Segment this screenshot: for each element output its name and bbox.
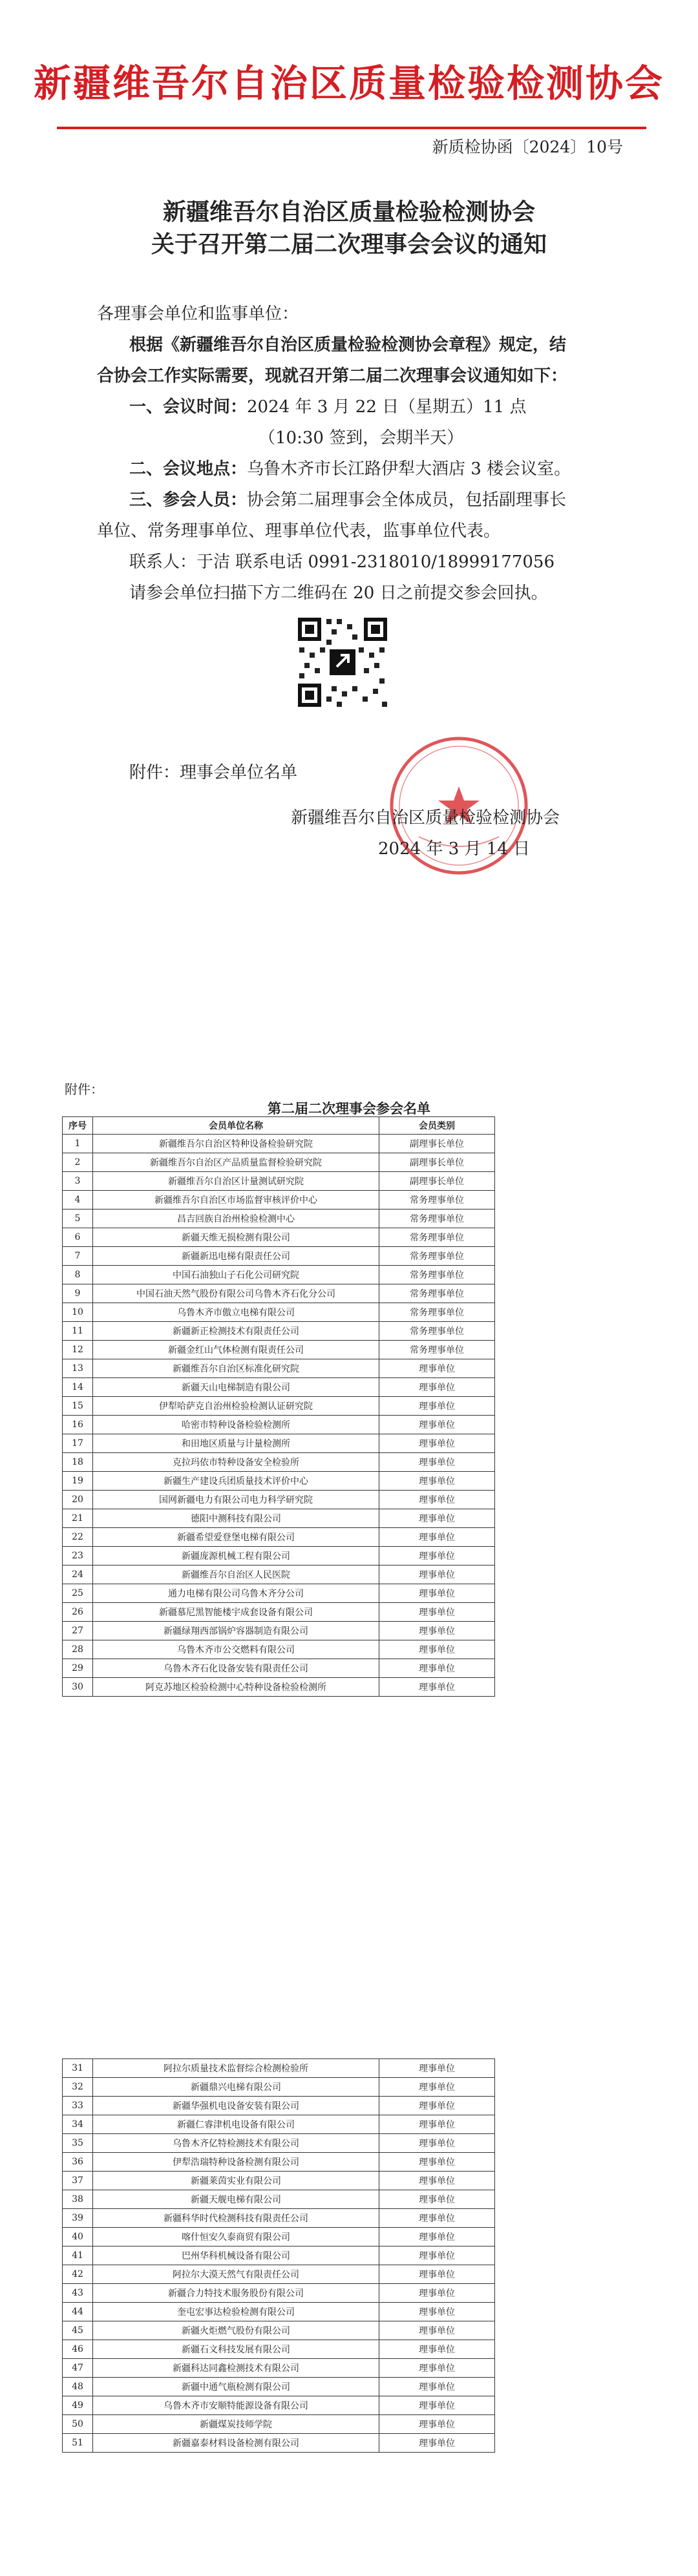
row-index: 4 [63, 1191, 93, 1209]
row-index: 27 [63, 1622, 93, 1640]
row-member-type: 理事单位 [379, 1397, 495, 1416]
row-member-type: 理事单位 [379, 2303, 495, 2321]
row-member-name: 国网新疆电力有限公司电力科学研究院 [93, 1491, 379, 1509]
row-index: 24 [63, 1565, 93, 1584]
row-member-type: 理事单位 [379, 2172, 495, 2190]
row-member-type: 理事单位 [379, 1378, 495, 1397]
signature-org: 新疆维吾尔自治区质量检验检测协会 [291, 808, 560, 828]
row-index: 26 [63, 1603, 93, 1622]
table-row [63, 2246, 495, 2265]
row-index: 29 [63, 1659, 93, 1678]
table-row [63, 2153, 495, 2172]
row-index: 38 [63, 2190, 93, 2209]
row-index: 48 [63, 2378, 93, 2396]
row-index: 32 [63, 2078, 93, 2097]
row-member-type: 理事单位 [379, 1509, 495, 1528]
table-row [63, 2415, 495, 2434]
row-member-type: 常务理事单位 [379, 1322, 495, 1341]
row-member-type: 理事单位 [379, 1528, 495, 1547]
row-index: 49 [63, 2396, 93, 2415]
table-row [63, 1135, 495, 1153]
row-member-name: 奎屯宏事达检验检测有限公司 [93, 2303, 379, 2321]
table-row [63, 2059, 495, 2078]
table-row [63, 1153, 495, 1172]
row-member-name: 和田地区质量与计量检测所 [93, 1434, 379, 1453]
row-member-type: 理事单位 [379, 2265, 495, 2284]
row-member-type: 常务理事单位 [379, 1303, 495, 1322]
row-member-type: 理事单位 [379, 2190, 495, 2209]
table-row [63, 1509, 495, 1528]
row-index: 12 [63, 1341, 93, 1359]
row-member-name: 新疆维吾尔自治区特种设备检验研究院 [93, 1135, 379, 1153]
row-index: 18 [63, 1453, 93, 1472]
row-index: 28 [63, 1640, 93, 1659]
row-member-name: 伊犁哈萨克自治州检验检测认证研究院 [93, 1397, 379, 1416]
row-index: 36 [63, 2153, 93, 2172]
row-index: 51 [63, 2434, 93, 2453]
row-member-name: 新疆合力特技术服务股份有限公司 [93, 2284, 379, 2303]
row-index: 23 [63, 1547, 93, 1565]
row-index: 13 [63, 1359, 93, 1378]
meeting-place-label: 二、会议地点： [129, 459, 248, 479]
row-index: 19 [63, 1472, 93, 1491]
row-member-name: 中国石油天然气股份有限公司乌鲁木齐石化分公司 [93, 1284, 379, 1303]
row-member-type: 理事单位 [379, 2228, 495, 2246]
table-row [63, 2434, 495, 2453]
table-row [63, 1266, 495, 1284]
table-row [63, 1228, 495, 1247]
row-index: 22 [63, 1528, 93, 1547]
row-member-type: 理事单位 [379, 1584, 495, 1603]
letterhead-divider [57, 127, 646, 129]
row-member-type: 理事单位 [379, 2321, 495, 2340]
table-row [63, 1547, 495, 1565]
row-member-type: 常务理事单位 [379, 1341, 495, 1359]
row-index: 20 [63, 1491, 93, 1509]
row-member-name: 新疆庞源机械工程有限公司 [93, 1547, 379, 1565]
row-member-type: 理事单位 [379, 2396, 495, 2415]
row-member-name: 喀什恒安久泰商贸有限公司 [93, 2228, 379, 2246]
row-member-type: 常务理事单位 [379, 1209, 495, 1228]
row-index: 34 [63, 2115, 93, 2134]
row-member-name: 中国石油独山子石化公司研究院 [93, 1266, 379, 1284]
row-index: 15 [63, 1397, 93, 1416]
notice-title-line2: 关于召开第二届二次理事会会议的通知 [151, 231, 547, 258]
row-member-name: 新疆天维无损检测有限公司 [93, 1228, 379, 1247]
table-row [63, 2172, 495, 2190]
row-member-name: 新疆煤炭技师学院 [93, 2415, 379, 2434]
table-row [63, 1584, 495, 1603]
table-row [63, 1209, 495, 1228]
row-member-name: 巴州华科机械设备有限公司 [93, 2246, 379, 2265]
table-row [63, 1640, 495, 1659]
row-member-name: 阿克苏地区检验检测中心特种设备检验检测所 [93, 1678, 379, 1697]
row-member-type: 常务理事单位 [379, 1284, 495, 1303]
row-member-name: 哈密市特种设备检验检测所 [93, 1416, 379, 1434]
row-index: 6 [63, 1228, 93, 1247]
row-index: 10 [63, 1303, 93, 1322]
row-member-type: 理事单位 [379, 2134, 495, 2153]
row-index: 40 [63, 2228, 93, 2246]
row-member-type: 常务理事单位 [379, 1266, 495, 1284]
row-index: 45 [63, 2321, 93, 2340]
row-member-type: 理事单位 [379, 2415, 495, 2434]
row-member-type: 理事单位 [379, 2359, 495, 2378]
table-row [63, 1622, 495, 1640]
row-index: 8 [63, 1266, 93, 1284]
row-member-type: 副理事长单位 [379, 1135, 495, 1153]
table-row [63, 1172, 495, 1191]
signature-date: 2024 年 3 月 14 日 [378, 839, 531, 859]
meeting-time [129, 397, 526, 417]
row-member-type: 常务理事单位 [379, 1247, 495, 1266]
row-index: 30 [63, 1678, 93, 1697]
table-row [63, 1565, 495, 1584]
row-member-type: 理事单位 [379, 1640, 495, 1659]
row-index: 17 [63, 1434, 93, 1453]
row-member-name: 新疆金红山气体检测有限责任公司 [93, 1341, 379, 1359]
table-row [63, 2078, 495, 2097]
roster-table-page1 [62, 1116, 495, 1697]
row-index: 7 [63, 1247, 93, 1266]
table-row [63, 2359, 495, 2378]
header-member-name: 会员单位名称 [93, 1117, 379, 1135]
row-index: 47 [63, 2359, 93, 2378]
table-row [63, 1378, 495, 1397]
table-row [63, 1659, 495, 1678]
table-row [63, 1341, 495, 1359]
row-index: 41 [63, 2246, 93, 2265]
row-member-type: 副理事长单位 [379, 1153, 495, 1172]
row-member-type: 理事单位 [379, 1453, 495, 1472]
row-index: 37 [63, 2172, 93, 2190]
row-member-name: 阿拉尔大漠天然气有限责任公司 [93, 2265, 379, 2284]
qr-code-icon[interactable] [294, 614, 391, 711]
row-member-name: 新疆希望爱登堡电梯有限公司 [93, 1528, 379, 1547]
row-member-type: 理事单位 [379, 2078, 495, 2097]
table-row [63, 2321, 495, 2340]
table-row [63, 2265, 495, 2284]
row-index: 25 [63, 1584, 93, 1603]
row-member-name: 新疆莱茵实业有限公司 [93, 2172, 379, 2190]
row-member-type: 理事单位 [379, 1678, 495, 1697]
row-member-type: 理事单位 [379, 2115, 495, 2134]
row-member-type: 理事单位 [379, 2378, 495, 2396]
row-member-type: 理事单位 [379, 2059, 495, 2078]
attendees-label: 三、参会人员： [129, 490, 248, 510]
row-index: 33 [63, 2097, 93, 2115]
row-index: 50 [63, 2415, 93, 2434]
attendees-line2: 单位、常务理事单位、理事单位代表，监事单位代表。 [97, 521, 501, 541]
row-member-name: 乌鲁木齐亿特检测技术有限公司 [93, 2134, 379, 2153]
table-row [63, 1416, 495, 1434]
intro-line1: 根据《新疆维吾尔自治区质量检验检测协会章程》规定，结 [129, 335, 567, 355]
row-index: 11 [63, 1322, 93, 1341]
table-row [63, 1603, 495, 1622]
row-member-type: 理事单位 [379, 2153, 495, 2172]
intro-line2: 合协会工作实际需要，现就召开第二届二次理事会议通知如下： [97, 366, 568, 386]
meeting-time-note: （10:30 签到，会期半天） [259, 428, 464, 448]
row-member-type: 理事单位 [379, 1434, 495, 1453]
row-member-name: 乌鲁木齐市安顺特能源设备有限公司 [93, 2396, 379, 2415]
table-row [63, 1303, 495, 1322]
row-member-name: 德阳中测科技有限公司 [93, 1509, 379, 1528]
table-row [63, 2228, 495, 2246]
row-member-type: 理事单位 [379, 2097, 495, 2115]
row-member-type: 常务理事单位 [379, 1228, 495, 1247]
table-row [63, 1191, 495, 1209]
row-member-name: 新疆嘉泰材料设备检测有限公司 [93, 2434, 379, 2453]
row-member-name: 新疆仁睿津机电设备有限公司 [93, 2115, 379, 2134]
row-index: 21 [63, 1509, 93, 1528]
row-member-name: 新疆天山电梯制造有限公司 [93, 1378, 379, 1397]
row-index: 5 [63, 1209, 93, 1228]
notice-title-line1: 新疆维吾尔自治区质量检验检测协会 [162, 199, 535, 225]
table-row [63, 1434, 495, 1453]
attendees [129, 490, 566, 510]
row-member-name: 新疆石文科技发展有限公司 [93, 2340, 379, 2359]
row-member-name: 新疆鼎兴电梯有限公司 [93, 2078, 379, 2097]
row-index: 43 [63, 2284, 93, 2303]
row-member-type: 理事单位 [379, 1359, 495, 1378]
row-index: 31 [63, 2059, 93, 2078]
row-member-type: 理事单位 [379, 1622, 495, 1640]
row-member-name: 新疆华强机电设备安装有限公司 [93, 2097, 379, 2115]
roster-title: 第二届二次理事会参会名单 [268, 1100, 430, 1116]
contact-info: 联系人：于洁 联系电话 0991-2318010/18999177056 [129, 552, 555, 572]
row-index: 35 [63, 2134, 93, 2153]
row-member-type: 理事单位 [379, 2434, 495, 2453]
header-index: 序号 [63, 1117, 93, 1135]
table-row [63, 2303, 495, 2321]
row-member-name: 新疆科华时代检测科技有限责任公司 [93, 2209, 379, 2228]
table-row [63, 2115, 495, 2134]
meeting-place [129, 459, 571, 479]
row-member-name: 乌鲁木齐市公交燃料有限公司 [93, 1640, 379, 1659]
row-member-type: 理事单位 [379, 1416, 495, 1434]
row-index: 42 [63, 2265, 93, 2284]
row-member-name: 新疆维吾尔自治区市场监督审核评价中心 [93, 1191, 379, 1209]
row-member-name: 新疆绿翔西部锅炉容器制造有限公司 [93, 1622, 379, 1640]
letterhead-org-name: 新疆维吾尔自治区质量检验检测协会 [33, 61, 664, 105]
row-member-name: 新疆维吾尔自治区计量测试研究院 [93, 1172, 379, 1191]
table-row [63, 1397, 495, 1416]
document-number: 新质检协函〔2024〕10号 [432, 138, 623, 156]
row-index: 44 [63, 2303, 93, 2321]
row-member-name: 新疆中通气瓶检测有限公司 [93, 2378, 379, 2396]
table-row [63, 2284, 495, 2303]
table-row [63, 2396, 495, 2415]
table-row [63, 1528, 495, 1547]
row-member-name: 新疆新迅电梯有限责任公司 [93, 1247, 379, 1266]
table-row [63, 1322, 495, 1341]
row-index: 1 [63, 1135, 93, 1153]
row-member-type: 副理事长单位 [379, 1172, 495, 1191]
row-member-name: 新疆维吾尔自治区人民医院 [93, 1565, 379, 1584]
row-index: 3 [63, 1172, 93, 1191]
row-member-type: 理事单位 [379, 2246, 495, 2265]
salutation: 各理事会单位和监事单位： [97, 304, 299, 324]
row-member-name: 乌鲁木齐市傲立电梯有限公司 [93, 1303, 379, 1322]
row-member-type: 常务理事单位 [379, 1191, 495, 1209]
row-member-type: 理事单位 [379, 1659, 495, 1678]
row-index: 39 [63, 2209, 93, 2228]
roster-header-row [63, 1117, 495, 1135]
row-index: 14 [63, 1378, 93, 1397]
table-row [63, 2097, 495, 2115]
row-member-name: 新疆生产建设兵团质量技术评价中心 [93, 1472, 379, 1491]
header-member-type: 会员类别 [379, 1117, 495, 1135]
table-row [63, 1678, 495, 1697]
row-member-name: 新疆慕尼黑智能楼宇成套设备有限公司 [93, 1603, 379, 1622]
row-member-name: 新疆维吾尔自治区标准化研究院 [93, 1359, 379, 1378]
row-index: 9 [63, 1284, 93, 1303]
table-row [63, 2190, 495, 2209]
row-member-type: 理事单位 [379, 2209, 495, 2228]
table-row [63, 1491, 495, 1509]
table-row [63, 2340, 495, 2359]
row-member-name: 伊犁浩瑞特种设备检测有限公司 [93, 2153, 379, 2172]
table-row [63, 1359, 495, 1378]
meeting-place-value: 乌鲁木齐市长江路伊犁大酒店 3 楼会议室。 [247, 459, 571, 479]
table-row [63, 2209, 495, 2228]
row-member-name: 乌鲁木齐石化设备安装有限责任公司 [93, 1659, 379, 1678]
row-member-name: 克拉玛依市特种设备安全检验所 [93, 1453, 379, 1472]
row-member-type: 理事单位 [379, 1472, 495, 1491]
row-member-name: 新疆科达同鑫检测技术有限公司 [93, 2359, 379, 2378]
row-member-name: 阿拉尔质量技术监督综合检测检验所 [93, 2059, 379, 2078]
attachment-label: 附件： [65, 1082, 103, 1097]
row-member-name: 新疆火炬燃气股份有限公司 [93, 2321, 379, 2340]
row-member-type: 理事单位 [379, 1603, 495, 1622]
row-member-name: 新疆新正检测技术有限责任公司 [93, 1322, 379, 1341]
row-index: 2 [63, 1153, 93, 1172]
row-member-type: 理事单位 [379, 2284, 495, 2303]
row-member-name: 新疆维吾尔自治区产品质量监督检验研究院 [93, 1153, 379, 1172]
table-row [63, 1284, 495, 1303]
row-index: 46 [63, 2340, 93, 2359]
row-member-type: 理事单位 [379, 1565, 495, 1584]
table-row [63, 2134, 495, 2153]
row-member-type: 理事单位 [379, 1491, 495, 1509]
qr-instruction: 请参会单位扫描下方二维码在 20 日之前提交参会回执。 [129, 583, 548, 603]
row-member-name: 新疆天舰电梯有限公司 [93, 2190, 379, 2209]
meeting-time-value: 2024 年 3 月 22 日（星期五）11 点 [247, 397, 527, 417]
row-member-type: 理事单位 [379, 1547, 495, 1565]
table-row [63, 1247, 495, 1266]
row-member-name: 昌吉回族自治州检验检测中心 [93, 1209, 379, 1228]
table-row [63, 1472, 495, 1491]
attendees-line1: 协会第二届理事会全体成员，包括副理事长 [247, 490, 567, 510]
row-member-name: 通力电梯有限公司乌鲁木齐分公司 [93, 1584, 379, 1603]
meeting-time-label: 一、会议时间： [129, 397, 248, 417]
row-index: 16 [63, 1416, 93, 1434]
roster-table-page2 [62, 2058, 495, 2453]
attachment-note: 附件：理事会单位名单 [129, 763, 298, 782]
table-row [63, 2378, 495, 2396]
table-row [63, 1453, 495, 1472]
row-member-type: 理事单位 [379, 2340, 495, 2359]
